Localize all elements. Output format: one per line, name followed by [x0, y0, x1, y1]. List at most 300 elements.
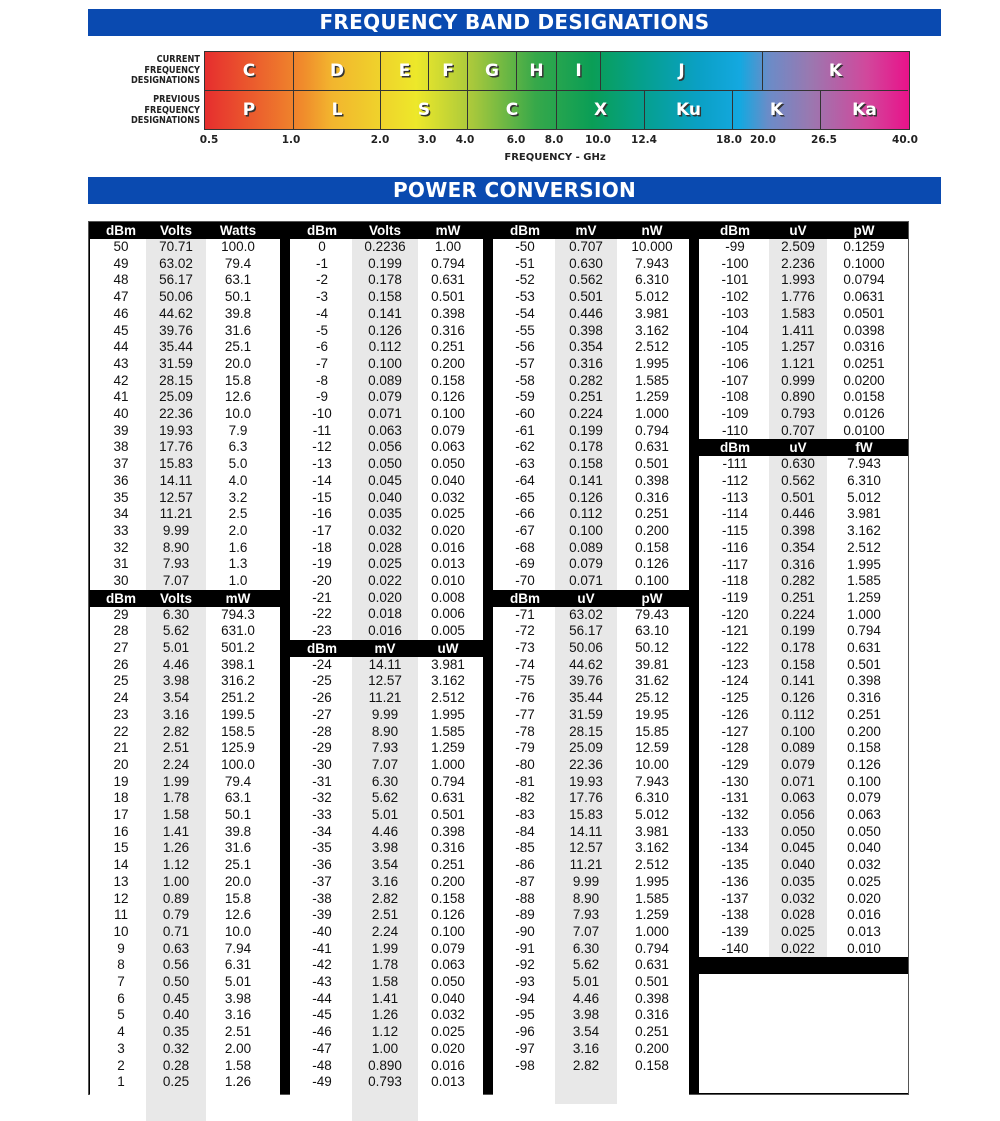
table-row [493, 506, 689, 523]
table-cell: 1.585 [635, 890, 669, 906]
table-cell: 0.631 [847, 640, 881, 656]
table-cell: -95 [515, 1007, 535, 1023]
tick-label: 1.0 [281, 134, 301, 146]
table-cell: 2.82 [572, 1057, 600, 1073]
table-cell: -125 [721, 690, 749, 706]
table-cell: 0.020 [368, 589, 402, 605]
table-cell: 0.158 [635, 1057, 669, 1073]
table-cell: 0.016 [431, 1057, 465, 1073]
table-row [493, 1007, 689, 1024]
table-row [90, 373, 280, 390]
table-header [493, 222, 689, 239]
table-row [699, 891, 908, 908]
table-row [90, 924, 280, 941]
table-cell: -128 [721, 740, 749, 756]
table-cell: 23 [113, 706, 129, 722]
table-cell: -53 [515, 289, 535, 305]
table-cell: 25.12 [635, 690, 669, 706]
table-row [90, 1074, 280, 1091]
table-cell: 0.100 [431, 406, 465, 421]
table-row [290, 573, 483, 590]
table-cell: -115 [721, 523, 749, 539]
current-band-h: H [517, 52, 557, 91]
table-cell: 1.58 [371, 974, 399, 990]
table-row [493, 356, 689, 373]
table-cell: 1.99 [162, 773, 190, 789]
table-row [290, 790, 483, 807]
table-cell: 0.126 [635, 556, 669, 572]
table-row [290, 673, 483, 690]
table-row [699, 690, 908, 707]
table-cell: 14.11 [159, 472, 193, 488]
table-cell: 35 [113, 489, 129, 505]
table-cell: -23 [312, 623, 332, 639]
current-band-e: E [381, 52, 429, 91]
table-cell: -17 [312, 522, 332, 538]
table-cell: 15.83 [159, 456, 193, 472]
table-cell: 27 [113, 640, 129, 656]
table-cell: -52 [515, 272, 535, 288]
table-row [493, 456, 689, 473]
table-row [290, 423, 483, 440]
table-cell: 0.158 [635, 539, 669, 555]
table-cell: -64 [515, 472, 535, 488]
table-cell: -120 [721, 606, 749, 622]
table-cell: -58 [515, 372, 535, 388]
table-row [290, 1058, 483, 1075]
table-row [699, 506, 908, 523]
table-cell: 0.0200 [843, 372, 885, 388]
table-cell: 0.050 [368, 456, 402, 472]
table-cell: 0.040 [368, 489, 402, 505]
table-cell: -114 [721, 506, 749, 522]
table-cell: -96 [515, 1024, 535, 1040]
table-cell: 6.3 [228, 439, 248, 455]
table-cell: 3.162 [635, 322, 669, 338]
table-cell: 0.032 [781, 890, 815, 906]
table-cell: 47 [113, 289, 129, 305]
table-cell: 1.259 [847, 589, 881, 605]
table-cell: 0.020 [847, 890, 881, 906]
table-row [90, 891, 280, 908]
table-cell: 5.0 [228, 456, 248, 472]
table-row [290, 339, 483, 356]
table-cell: 0.251 [431, 339, 465, 355]
table-cell: 0.251 [635, 1024, 669, 1040]
column-header: Volts [368, 223, 401, 238]
table-row [699, 640, 908, 657]
table-row [699, 924, 908, 941]
tick-label: 12.4 [631, 134, 657, 146]
table-cell: 5.62 [371, 790, 399, 806]
table-cell: 794.3 [221, 606, 255, 622]
frequency-band-title: FREQUENCY BAND DESIGNATIONS [88, 9, 941, 36]
table-cell: 0.0100 [843, 422, 885, 438]
table-row [90, 657, 280, 674]
table-cell: 3.16 [371, 873, 399, 889]
table-cell: 0.200 [635, 522, 669, 538]
table-cell: 0.141 [781, 673, 815, 689]
table-cell: 0.398 [781, 523, 815, 539]
table-row [290, 1024, 483, 1041]
table-cell: -92 [515, 957, 535, 973]
table-cell: 37 [113, 456, 129, 472]
table-row [290, 356, 483, 373]
table-cell: 31.59 [569, 706, 603, 722]
table-cell: 0.794 [847, 623, 881, 639]
table-row [493, 1024, 689, 1041]
table-cell: 0.100 [569, 522, 603, 538]
table-cell: 0.035 [368, 506, 402, 522]
table-row [493, 540, 689, 557]
table-cell: 7.07 [572, 923, 600, 939]
table-cell: -13 [312, 456, 332, 472]
table-cell: 12.6 [224, 389, 252, 405]
table-row [90, 874, 280, 891]
label-line: FREQUENCY [144, 64, 200, 76]
table-row [699, 423, 908, 440]
table-cell: 0.158 [569, 456, 603, 472]
table-row [90, 774, 280, 791]
table-cell: -81 [515, 773, 535, 789]
table-row [699, 540, 908, 557]
table-cell: -78 [515, 723, 535, 739]
table-row [290, 707, 483, 724]
table-cell: 0.141 [569, 472, 603, 488]
table-cell: 0.501 [431, 807, 465, 823]
table-cell: -49 [312, 1074, 332, 1090]
table-cell: 50.1 [224, 289, 252, 305]
table-cell: 36 [113, 472, 129, 488]
column-header: uW [437, 640, 459, 656]
table-cell: 12.57 [569, 840, 603, 856]
table-row [290, 239, 483, 256]
table-cell: 4.46 [371, 823, 399, 839]
previous-band-c: C [468, 91, 557, 129]
table-row [493, 874, 689, 891]
table-cell: 2.51 [224, 1024, 252, 1040]
table-cell: 0.126 [781, 690, 815, 706]
table-cell: 44 [113, 339, 129, 355]
table-cell: 0.35 [162, 1024, 190, 1040]
table-cell: -70 [515, 573, 535, 588]
table-cell: -90 [515, 923, 535, 939]
table-cell: 15.85 [635, 723, 669, 739]
table-cell: 5.62 [572, 957, 600, 973]
table-row [493, 1058, 689, 1075]
table-row [290, 490, 483, 507]
column-header: Volts [159, 223, 192, 238]
table-row [699, 607, 908, 624]
table-cell: 5.01 [371, 807, 399, 823]
table-cell: 3.98 [371, 840, 399, 856]
table-cell: -65 [515, 489, 535, 505]
table-cell: 1.995 [431, 706, 465, 722]
label-line: PREVIOUS [153, 94, 200, 105]
table-row [699, 406, 908, 423]
table-cell: 9 [117, 940, 125, 956]
table-cell: 0.005 [431, 623, 465, 639]
table-row [90, 857, 280, 874]
table-cell: 0.079 [431, 422, 465, 438]
table-cell: -140 [721, 940, 749, 956]
table-row [699, 590, 908, 607]
table-header [90, 222, 280, 239]
table-cell: 63.10 [635, 623, 669, 639]
table-row [290, 272, 483, 289]
table-row [90, 389, 280, 406]
table-row [290, 439, 483, 456]
table-cell: 1.00 [371, 1040, 399, 1056]
table-cell: 5.01 [572, 974, 600, 990]
table-row [90, 707, 280, 724]
table-cell: -30 [312, 756, 332, 772]
table-cell: 0.398 [431, 823, 465, 839]
table-cell: 0.446 [569, 305, 603, 321]
table-cell: 0.089 [781, 740, 815, 756]
table-cell: 25.09 [569, 740, 603, 756]
table-cell: 34 [113, 506, 129, 522]
table-cell: 17 [113, 807, 129, 823]
table-row [493, 673, 689, 690]
table-row [493, 573, 689, 590]
table-cell: 0.200 [847, 723, 881, 739]
table-header [699, 439, 908, 456]
table-cell: 0.063 [431, 957, 465, 973]
table-cell: -21 [312, 589, 332, 605]
table-cell: -77 [515, 706, 535, 722]
table-cell: -57 [515, 355, 535, 371]
table-cell: 158.5 [221, 723, 255, 739]
table-cell: 11.21 [569, 857, 603, 873]
table-row [699, 941, 908, 958]
table-cell: 0.28 [162, 1057, 190, 1073]
previous-band-ka: Ka [852, 100, 877, 120]
table-cell: -39 [312, 907, 332, 923]
table-cell: -2 [315, 272, 328, 288]
table-cell: -36 [312, 857, 332, 873]
table-cell: 0.630 [569, 255, 603, 271]
table-cell: -34 [312, 823, 332, 839]
table-cell: 1.585 [431, 723, 465, 739]
table-cell: 2.512 [635, 339, 669, 355]
table-row [699, 356, 908, 373]
table-cell: 4.46 [162, 656, 190, 672]
table-cell: 1.259 [635, 907, 669, 923]
table-row [493, 323, 689, 340]
table-cell: -111 [722, 456, 748, 472]
table-cell: 0.630 [781, 456, 815, 472]
table-cell: -119 [721, 589, 749, 605]
current-band-d: D [294, 52, 381, 91]
table-row [90, 406, 280, 423]
table-row [90, 523, 280, 540]
table-cell: -45 [312, 1007, 332, 1023]
table-cell: -108 [721, 389, 749, 405]
table-row [90, 272, 280, 289]
table-cell: -103 [721, 305, 749, 321]
table-cell: 1.6 [228, 539, 248, 555]
table-row [290, 740, 483, 757]
table-cell: -73 [515, 640, 535, 656]
table-cell: -38 [312, 890, 332, 906]
table-row [493, 490, 689, 507]
table-cell: 0.890 [781, 389, 815, 405]
table-cell: 4.46 [572, 990, 600, 1006]
table-cell: 0.063 [368, 422, 402, 438]
table-cell: 3.54 [371, 857, 399, 873]
table-cell: 15.8 [224, 372, 252, 388]
current-band-c: C [205, 52, 294, 91]
tick-label: 6.0 [506, 134, 526, 146]
table-cell: 20 [113, 756, 129, 772]
table-cell: 10.0 [224, 406, 252, 421]
table-cell: -61 [515, 422, 535, 438]
table-cell: 0.040 [431, 990, 465, 1006]
table-cell: 56.17 [569, 623, 603, 639]
table-row [493, 373, 689, 390]
table-cell: 0.501 [569, 289, 603, 305]
table-cell: 501.2 [221, 640, 255, 656]
table-row [90, 957, 280, 974]
table-row [699, 272, 908, 289]
table-cell: 0.025 [431, 1024, 465, 1040]
table-row [90, 673, 280, 690]
table-cell: 1.78 [162, 790, 190, 806]
table-cell: 3.54 [162, 690, 190, 706]
table-cell: 1.000 [431, 756, 465, 772]
table-cell: -109 [721, 406, 749, 421]
table-row [493, 1041, 689, 1058]
table-cell: -56 [515, 339, 535, 355]
table-cell: -19 [312, 556, 332, 572]
table-row [699, 490, 908, 507]
table-cell: -35 [312, 840, 332, 856]
table-row [493, 523, 689, 540]
table-cell: 0.71 [162, 923, 190, 939]
table-cell: 0.224 [569, 406, 603, 421]
table-cell: 0.016 [368, 623, 402, 639]
table-cell: 19 [113, 773, 129, 789]
table-cell: 0.282 [569, 372, 603, 388]
table-cell: -28 [312, 723, 332, 739]
table-cell: -84 [515, 823, 535, 839]
table-row [90, 1007, 280, 1024]
table-cell: 8.90 [572, 890, 600, 906]
table-row [290, 991, 483, 1008]
table-row [290, 840, 483, 857]
table-row [493, 991, 689, 1008]
table-cell: -101 [721, 272, 749, 288]
table-cell: 0.158 [847, 740, 881, 756]
table-cell: 0.022 [781, 940, 815, 956]
table-cell: -55 [515, 322, 535, 338]
table-cell: 1.583 [781, 305, 815, 321]
empty-area [699, 974, 908, 1093]
table-cell: 14 [113, 857, 129, 873]
table-cell: -60 [515, 406, 535, 421]
table-row [493, 724, 689, 741]
table-row [290, 974, 483, 991]
table-cell: 0.100 [781, 723, 815, 739]
table-cell: -8 [315, 372, 328, 388]
table-row [699, 289, 908, 306]
table-cell: 0.398 [431, 305, 465, 321]
table-cell: 1 [117, 1074, 125, 1090]
table-cell: 11.21 [159, 506, 193, 522]
table-row [90, 941, 280, 958]
column-header: mV [575, 223, 597, 238]
table-cell: 5.01 [224, 974, 252, 990]
table-cell: 2.00 [224, 1040, 252, 1056]
table-cell: 5.012 [635, 289, 669, 305]
table-cell: 12.57 [159, 489, 193, 505]
table-cell: 0 [318, 239, 326, 254]
table-cell: 2 [117, 1057, 125, 1073]
table-row [290, 323, 483, 340]
column-header: uV [789, 223, 807, 238]
table-cell: 0.200 [635, 1040, 669, 1056]
table-row [493, 824, 689, 841]
table-cell: 0.562 [781, 473, 815, 489]
table-row [290, 924, 483, 941]
table-cell: 0.079 [569, 556, 603, 572]
table-cell: 19.93 [569, 773, 603, 789]
table-cell: 22 [113, 723, 129, 739]
table-row [290, 289, 483, 306]
table-row [290, 1041, 483, 1058]
table-row [699, 573, 908, 590]
tick-label: 8.0 [544, 134, 564, 146]
table-cell: 0.178 [781, 640, 815, 656]
table-cell: 2.512 [431, 690, 465, 706]
table-cell: 0.045 [368, 472, 402, 488]
table-row [290, 957, 483, 974]
current-band-g: G [468, 52, 517, 91]
table-cell: 0.032 [368, 522, 402, 538]
table-cell: 13 [113, 873, 129, 889]
table-cell: -44 [312, 990, 332, 1006]
column-header: Watts [219, 223, 257, 238]
table-cell: -29 [312, 740, 332, 756]
table-divider [699, 957, 908, 974]
table-cell: 2.5 [228, 506, 248, 522]
table-cell: -93 [515, 974, 535, 990]
table-cell: 12.59 [635, 740, 669, 756]
table-cell: 5.62 [162, 623, 190, 639]
table-cell: 0.631 [431, 272, 465, 288]
table-row [290, 506, 483, 523]
table-cell: 1.99 [371, 940, 399, 956]
table-cell: 125.9 [221, 740, 255, 756]
table-cell: 2.82 [162, 723, 190, 739]
table-row [90, 339, 280, 356]
table-cell: 1.12 [371, 1024, 399, 1040]
table-cell: -20 [312, 573, 332, 588]
table-cell: 10 [113, 923, 129, 939]
table-cell: 7.07 [162, 573, 190, 588]
table-row [90, 323, 280, 340]
previous-band-l: L [294, 91, 381, 129]
table-cell: 0.707 [569, 239, 603, 254]
table-cell: 3 [117, 1040, 125, 1056]
table-cell: 22.36 [569, 756, 603, 772]
table-row [90, 306, 280, 323]
table-cell: 49 [113, 255, 129, 271]
table-cell: 2.24 [371, 923, 399, 939]
table-cell: -127 [721, 723, 749, 739]
table-cell: 1.995 [635, 355, 669, 371]
